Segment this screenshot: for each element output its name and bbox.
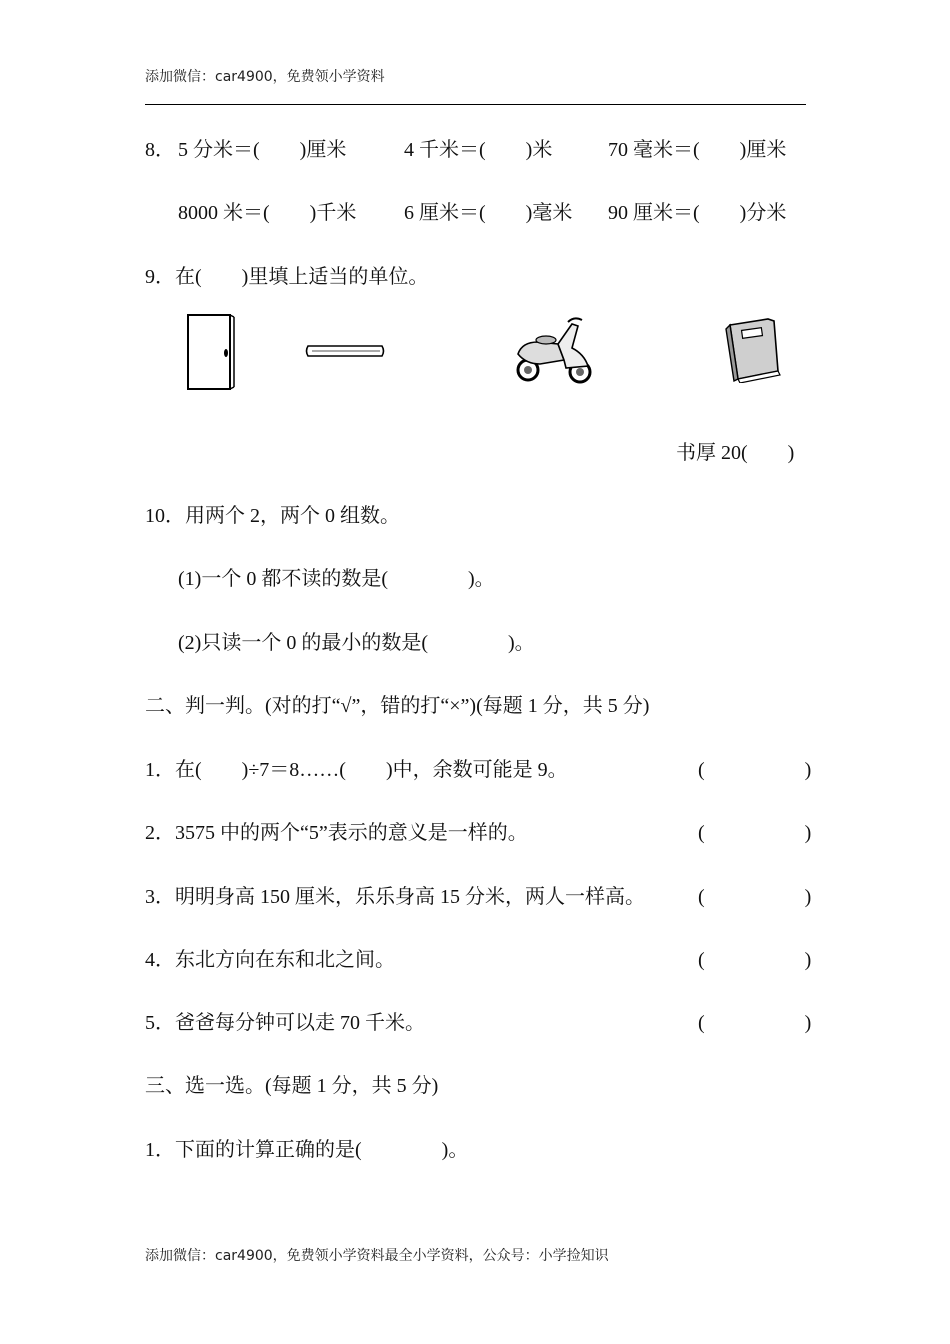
q8-row2-item1: 8000 米＝( )千米 (178, 202, 357, 224)
section3-title: 三、选一选。(每题 1 分，共 5 分) (145, 1075, 439, 1097)
judge-item-5: 5．爸爸每分钟可以走 70 千米。 (145, 1012, 425, 1034)
judge-answer-1[interactable]: ( ) (698, 759, 812, 781)
q10-text: 10．用两个 2，两个 0 组数。 (145, 505, 400, 527)
q8-row2-item2: 6 厘米＝( )毫米 (404, 202, 573, 224)
door-icon (186, 313, 236, 391)
q8-row1-item2: 4 千米＝( )米 (404, 139, 553, 161)
section3-q1: 1．下面的计算正确的是( )。 (145, 1139, 469, 1161)
judge-item-1: 1．在( )÷7＝8……( )中，余数可能是 9。 (145, 759, 568, 781)
q10-sub1: (1)一个 0 都不读的数是( )。 (178, 568, 495, 590)
section2-title: 二、判一判。(对的打“√”，错的打“×”)(每题 1 分，共 5 分) (145, 695, 650, 717)
book-icon (724, 317, 784, 383)
q9-text: 9．在( )里填上适当的单位。 (145, 266, 429, 288)
judge-answer-5[interactable]: ( ) (698, 1012, 812, 1034)
pencil-icon (304, 343, 386, 359)
judge-item-3: 3．明明身高 150 厘米，乐乐身高 15 分米，两人一样高。 (145, 886, 645, 908)
judge-answer-3[interactable]: ( ) (698, 886, 812, 908)
header-rule (145, 104, 806, 105)
q8-row1-item3: 70 毫米＝( )厘米 (608, 139, 787, 161)
q8-row2-item3: 90 厘米＝( )分米 (608, 202, 787, 224)
q8-row1-item1: 5 分米＝( )厘米 (178, 139, 347, 161)
scooter-icon (512, 314, 598, 386)
judge-answer-4[interactable]: ( ) (698, 949, 812, 971)
judge-answer-2[interactable]: ( ) (698, 822, 812, 844)
q9-book-label: 书厚 20( ) (676, 442, 795, 464)
page-header: 添加微信：car4900，免费领小学资料 (145, 69, 385, 85)
q8-label: 8． (145, 139, 175, 161)
judge-item-4: 4．东北方向在东和北之间。 (145, 949, 395, 971)
page-footer: 添加微信：car4900，免费领小学资料最全小学资料，公众号：小学捡知识 (145, 1248, 609, 1264)
judge-item-2: 2．3575 中的两个“5”表示的意义是一样的。 (145, 822, 528, 844)
q10-sub2: (2)只读一个 0 的最小的数是( )。 (178, 632, 535, 654)
